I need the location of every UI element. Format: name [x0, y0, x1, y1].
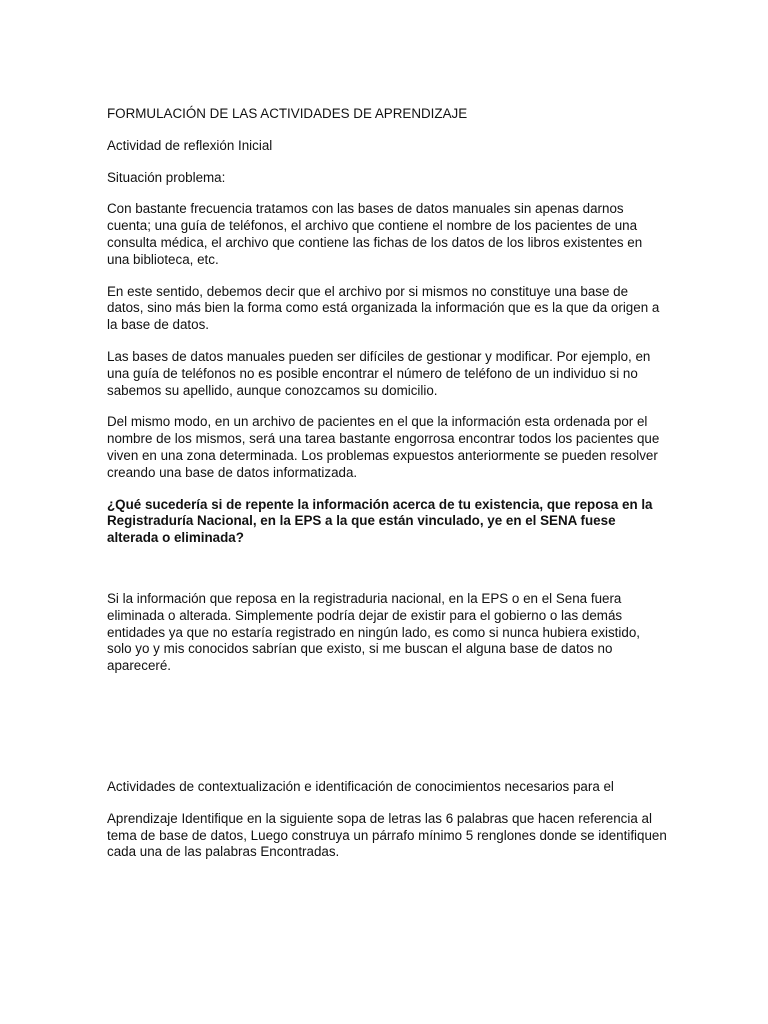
- paragraph-1: Con bastante frecuencia tratamos con las bases de datos manuales sin apenas darnos cuenta; una guía de teléfonos, el archivo que contiene el nombre de los pacientes de una consulta médica, el archivo que contiene las fichas de los datos de los libros existentes en una biblioteca, etc.: [107, 201, 643, 267]
- document-content: [107, 106, 667, 876]
- paragraph-3: Las bases de datos manuales pueden ser difíciles de gestionar y modificar. Por ejemplo, en una guía de teléfonos no es posible encontrar el número de teléfono de un individuo si no sabemos su apellido, aunque conozcamos su domicilio.: [107, 348, 651, 398]
- instructions-paragraph: Aprendizaje Identifique en la siguiente sopa de letras las 6 palabras que hacen referencia al tema de base de datos, Luego construya un párrafo mínimo 5 renglones donde se identifiquen cada una de las palabras Encontradas.: [107, 810, 667, 860]
- document-title: FORMULACIÓN DE LAS ACTIVIDADES DE APRENDIZAJE: [107, 106, 468, 121]
- problem-label: Situación problema:: [107, 169, 226, 185]
- reflection-question: ¿Qué sucedería si de repente la información acerca de tu existencia, que reposa en la Registraduría Nacional, en la EPS a la que están vinculado, ye en el SENA fuese alterada o eliminada?: [107, 496, 653, 546]
- contextual-heading: Actividades de contextualización e identificación de conocimientos necesarios para el: [107, 778, 614, 794]
- activity-subtitle: Actividad de reflexión Inicial: [107, 137, 273, 153]
- reflection-answer: Si la información que reposa en la registraduria nacional, en la EPS o en el Sena fuera eliminada o alterada. Simplemente podría dejar de existir para el gobierno o las demás entidades ya que no estaría registrado en ningún lado, es como si nunca hubiera existido, solo yo y mis conocidos sabrían que existo, si me buscan el alguna base de datos no apareceré.: [107, 590, 640, 674]
- paragraph-4: Del mismo modo, en un archivo de pacientes en el que la información esta ordenada por el nombre de los mismos, será una tarea bastante engorrosa encontrar todos los pacientes que viven en una zona determinada. Los problemas expuestos anteriormente se pueden resolver creando una base de datos informatizada.: [107, 414, 660, 480]
- paragraph-2: En este sentido, debemos decir que el archivo por si mismos no constituye una base de datos, sino más bien la forma como está organizada la información que es la que da origen a la base de datos.: [107, 283, 660, 333]
